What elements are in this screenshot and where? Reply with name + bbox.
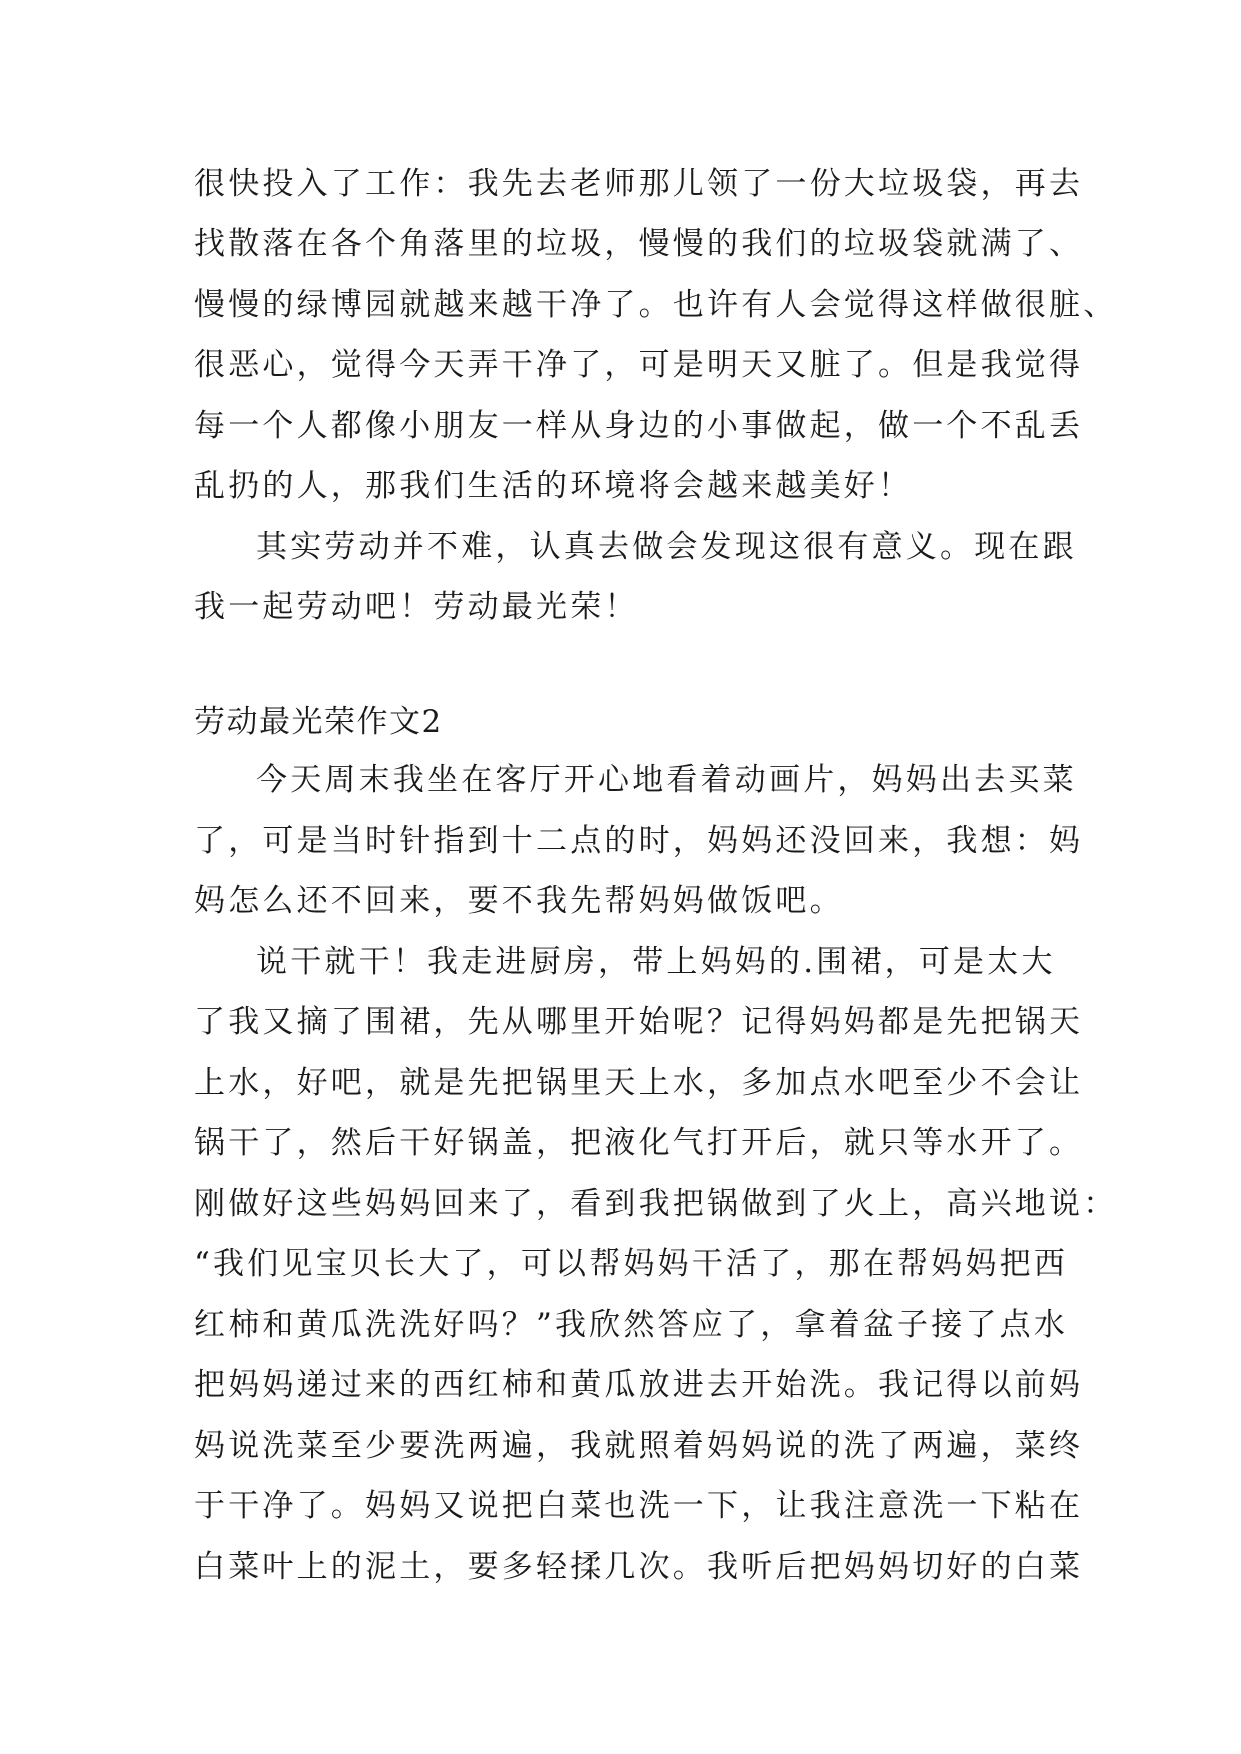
paragraph-line: 红柿和黄瓜洗洗好吗？”我欣然答应了，拿着盆子接了点水 <box>194 1307 1069 1343</box>
paragraph-line: 于干净了。妈妈又说把白菜也洗一下，让我注意洗一下粘在 <box>194 1488 1084 1524</box>
paragraph-line: 很恶心，觉得今天弄干净了，可是明天又脏了。但是我觉得 <box>194 347 1084 383</box>
paragraph-line: 白菜叶上的泥土，要多轻揉几次。我听后把妈妈切好的白菜 <box>194 1549 1084 1585</box>
paragraph-line: 慢慢的绿博园就越来越干净了。也许有人会觉得这样做很脏、 <box>194 287 1118 323</box>
paragraph-line: “我们见宝贝长大了，可以帮妈妈干活了，那在帮妈妈把西 <box>194 1246 1069 1282</box>
paragraph-line: 找散落在各个角落里的垃圾，慢慢的我们的垃圾袋就满了、 <box>194 226 1084 262</box>
paragraph-line: 其实劳动并不难，认真去做会发现这很有意义。现在跟 <box>256 529 1077 565</box>
paragraph-line: 说干就干！我走进厨房，带上妈妈的.围裙，可是太大 <box>256 944 1056 980</box>
paragraph-line: 了，可是当时针指到十二点的时，妈妈还没回来，我想：妈 <box>194 823 1084 859</box>
paragraph-line: 我一起劳动吧！劳动最光荣！ <box>194 589 639 625</box>
paragraph-line: 了我又摘了围裙，先从哪里开始呢？记得妈妈都是先把锅天 <box>194 1004 1084 1040</box>
paragraph-line: 锅干了，然后干好锅盖，把液化气打开后，就只等水开了。 <box>194 1125 1084 1161</box>
paragraph-line: 上水，好吧，就是先把锅里天上水，多加点水吧至少不会让 <box>194 1065 1084 1101</box>
paragraph-line: 把妈妈递过来的西红柿和黄瓜放进去开始洗。我记得以前妈 <box>194 1367 1084 1403</box>
paragraph-line: 很快投入了工作：我先去老师那儿领了一份大垃圾袋，再去 <box>194 166 1084 202</box>
paragraph-line: 每一个人都像小朋友一样从身边的小事做起，做一个不乱丢 <box>194 408 1084 444</box>
paragraph-line: 妈怎么还不回来，要不我先帮妈妈做饭吧。 <box>194 883 844 919</box>
section-title: 劳动最光荣作文2 <box>194 704 443 740</box>
paragraph-line: 乱扔的人，那我们生活的环境将会越来越美好！ <box>194 468 913 504</box>
paragraph-line: 妈说洗菜至少要洗两遍，我就照着妈妈说的洗了两遍，菜终 <box>194 1428 1084 1464</box>
paragraph-line: 今天周末我坐在客厅开心地看着动画片，妈妈出去买菜 <box>256 762 1077 798</box>
paragraph-line: 刚做好这些妈妈回来了，看到我把锅做到了火上，高兴地说： <box>194 1186 1118 1222</box>
